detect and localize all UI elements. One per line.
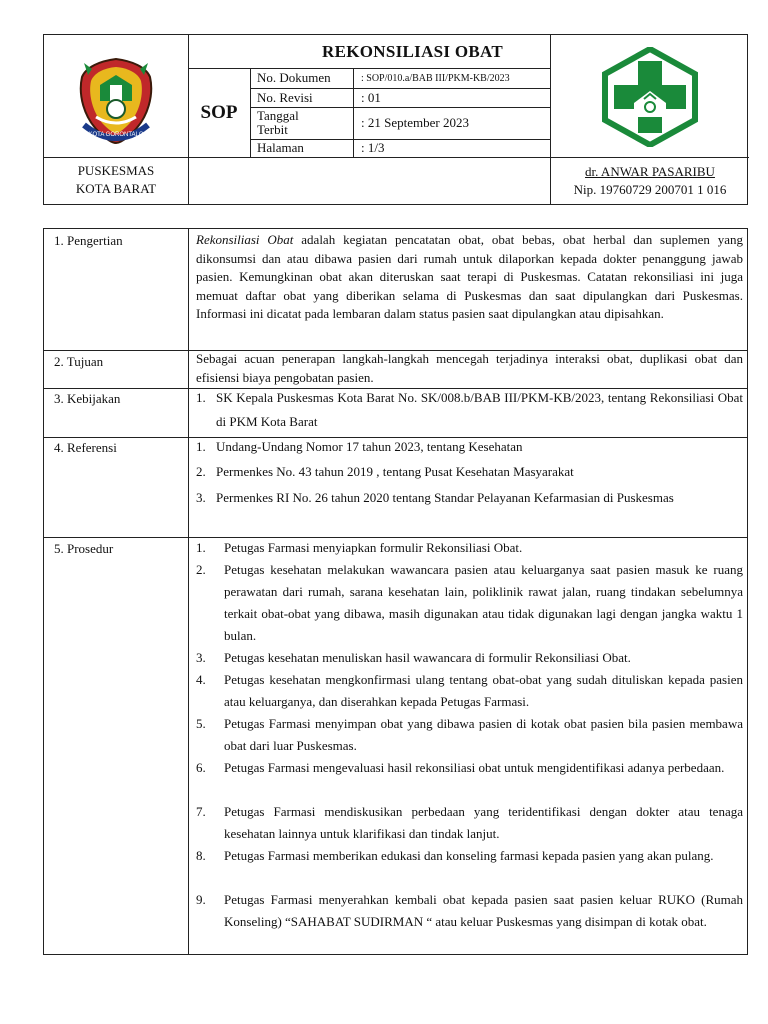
organization-line-2: KOTA BARAT xyxy=(75,181,157,196)
procedure-step xyxy=(196,889,743,933)
step-number: 9. xyxy=(196,892,206,907)
value-no-dokumen: : SOP/010.a/BAB III/PKM-KB/2023 xyxy=(361,73,510,84)
procedure-step xyxy=(196,801,743,845)
value-halaman: : 1/3 xyxy=(361,140,385,155)
list-text: Permenkes RI No. 26 tahun 2020 tentang Standar Pelayanan Kefarmasian di Puskesmas xyxy=(216,490,674,505)
step-text: Petugas kesehatan mengkonfirmasi ulang tentang obat-obat yang sudah dituliskan kepada pasien atau keluarganya, dan diserahkan kepada Petugas Farmasi. xyxy=(224,672,743,709)
step-number: 5. xyxy=(196,716,206,731)
signer-name: dr. ANWAR PASARIBU xyxy=(585,164,715,179)
organization-line-1: PUSKESMAS xyxy=(77,163,155,178)
section-label-referensi: 4. Referensi xyxy=(54,440,117,455)
step-number: 2. xyxy=(196,562,206,577)
signer-nip: Nip. 19760729 200701 1 016 xyxy=(573,182,727,197)
sop-header-table xyxy=(43,34,748,205)
list-text: SK Kepala Puskesmas Kota Barat No. SK/008.b/BAB III/PKM-KB/2023, tentang Rekonsiliasi Obat di PKM Kota Barat xyxy=(216,390,743,429)
step-number: 6. xyxy=(196,760,206,775)
step-text: Petugas Farmasi menyiapkan formulir Rekonsiliasi Obat. xyxy=(224,540,523,555)
label-no-dokumen: No. Dokumen xyxy=(257,70,331,85)
organization-name xyxy=(44,162,188,198)
procedure-step xyxy=(196,757,743,779)
step-number: 1. xyxy=(196,540,206,555)
value-no-revisi: : 01 xyxy=(361,90,381,105)
puskesmas-logo xyxy=(600,47,700,147)
list-text: Permenkes No. 43 tahun 2019 , tentang Pusat Kesehatan Masyarakat xyxy=(216,464,574,479)
section-label-tujuan: 2. Tujuan xyxy=(54,354,104,369)
document-title: REKONSILIASI OBAT xyxy=(322,41,503,61)
procedure-step xyxy=(196,845,743,867)
section-label-prosedur: 5. Prosedur xyxy=(54,541,114,556)
step-number: 8. xyxy=(196,848,206,863)
procedure-step xyxy=(196,537,743,559)
section-label-kebijakan: 3. Kebijakan xyxy=(54,391,121,406)
section-label-pengertian: 1. Pengertian xyxy=(54,233,123,248)
term-italic: Rekonsiliasi Obat xyxy=(196,232,294,247)
label-no-revisi: No. Revisi xyxy=(257,90,313,105)
step-number: 3. xyxy=(196,650,206,665)
signature-block xyxy=(551,163,749,199)
procedure-step xyxy=(196,669,743,713)
section-text-pengertian xyxy=(196,231,743,324)
step-number: 7. xyxy=(196,804,206,819)
sop-label: SOP xyxy=(200,102,238,123)
step-text: Petugas Farmasi menyimpan obat yang dibawa pasien di kotak obat pasien bila pasien membawa obat dari luar Puskesmas. xyxy=(224,716,743,753)
step-text: Petugas Farmasi memberikan edukasi dan konseling farmasi kepada pasien yang akan pulang. xyxy=(224,848,714,863)
step-text: Petugas kesehatan menuliskan hasil wawancara di formulir Rekonsiliasi Obat. xyxy=(224,650,631,665)
value-tanggal-terbit: : 21 September 2023 xyxy=(361,115,469,130)
list-number: 1. xyxy=(196,439,206,454)
step-text: Petugas kesehatan melakukan wawancara pasien atau keluarganya saat pasien masuk ke ruang perawatan dari rumah, sarana kesehatan lain, poliklinik rawat jalan, ruang tindakan sebelumnya terkait obat-obat yang dibawa, masih digunakan atau tidak digunakan lagi dengan jangka waktu 1 bulan. xyxy=(224,562,743,643)
list-item xyxy=(196,486,743,510)
step-text: Petugas Farmasi mendiskusikan perbedaan yang teridentifikasi dengan dokter atau tenaga kesehatan lainnya untuk klarifikasi dan tindak lanjut. xyxy=(224,804,743,841)
procedure-step xyxy=(196,559,743,647)
logo-lettering: KOTA GORONTALO xyxy=(88,132,144,138)
kota-gorontalo-logo xyxy=(74,55,158,145)
list-item xyxy=(196,386,743,434)
list-item xyxy=(196,460,743,484)
definition-text: adalah kegiatan pencatatan obat, obat bebas, obat herbal dan suplemen yang dikonsumsi dan atau dibawa pasien dari rumah untuk dilaporkan kepada dokter penanggung jawab pasien. Kemungkinan obat akan diteruskan saat terapi di Puskesmas. Catatan rekonsiliasi ini juga memuat daftar obat yang diberikan selama di Puskesmas dan saat dipulangkan dari Puskesmas. Informasi ini dicatat pada lembaran dalam status pasien saat dipulangkan atau dipisahkan. xyxy=(196,232,744,322)
sop-content-table xyxy=(43,228,748,955)
step-text: Petugas Farmasi menyerahkan kembali obat kepada pasien saat pasien keluar RUKO (Rumah Konseling) “SAHABAT SUDIRMAN “ atau keluar Puskesmas yang disimpan di kotak obat. xyxy=(224,892,743,929)
list-number: 3. xyxy=(196,490,206,505)
step-text: Petugas Farmasi mengevaluasi hasil rekonsiliasi obat untuk mengidentifikasi adanya perbedaan. xyxy=(224,760,725,775)
label-halaman: Halaman xyxy=(257,140,304,155)
procedure-step xyxy=(196,713,743,757)
label-tanggal-terbit: Tanggal Terbit xyxy=(257,108,299,137)
list-item xyxy=(196,435,743,459)
list-number: 1. xyxy=(196,390,206,405)
list-number: 2. xyxy=(196,464,206,479)
step-number: 4. xyxy=(196,672,206,687)
section-text-tujuan: Sebagai acuan penerapan langkah-langkah mencegah terjadinya interaksi obat, duplikasi obat dan efisiensi biaya pengobatan pasien. xyxy=(196,351,743,385)
list-text: Undang-Undang Nomor 17 tahun 2023, tentang Kesehatan xyxy=(216,439,523,454)
procedure-step xyxy=(196,647,743,669)
